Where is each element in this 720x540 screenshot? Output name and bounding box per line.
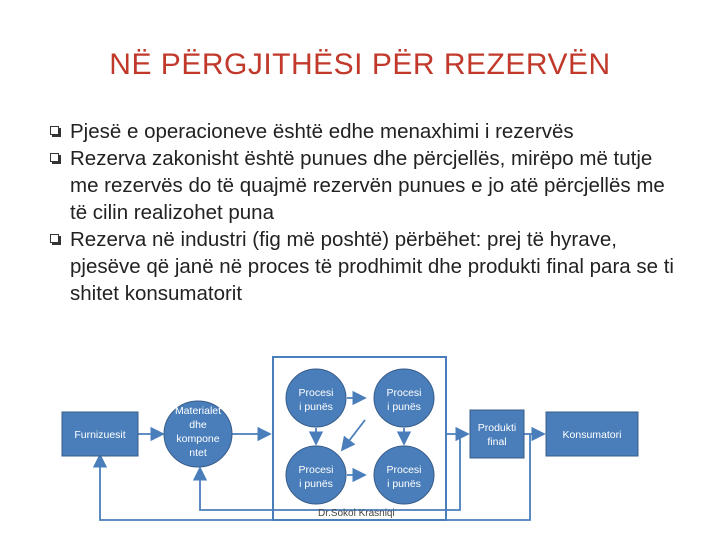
process-label-line: i punës (387, 478, 421, 490)
process-label-line: Procesi (386, 387, 422, 399)
final-product-node (470, 410, 524, 458)
consumer-label: Konsumatori (562, 429, 622, 441)
consumer-node (546, 412, 638, 456)
materials-label-line: ntet (189, 447, 207, 459)
final-product-label-line: final (487, 436, 507, 448)
process-label-line: i punës (299, 478, 333, 490)
bullet-text: Pjesë e operacioneve është edhe menaxhimi i rezervës (70, 120, 574, 143)
process-node (286, 446, 346, 504)
process-label-line: Procesi (298, 387, 334, 399)
materials-label-line: kompone (176, 433, 220, 445)
process-node (374, 369, 434, 427)
process-node (374, 446, 434, 504)
process-label-line: Procesi (386, 464, 422, 476)
bullet-text: Rezerva në industri (fig më poshtë) përbëhet: prej të hyrave, pjesëve që janë në proces të prodhimit dhe produkti final para se ti shitet konsumatorit (70, 228, 674, 305)
materials-label-line: Materialet (174, 405, 222, 417)
bullet-text: Rezerva zakonisht është punues dhe përcjellës, mirëpo më tutje me rezervës do të quajmë rezervën punues e jo atë përcjellës me të cilin realizohet puna (70, 147, 665, 224)
footer-author: Dr.Sokol Krasniqi (318, 508, 395, 519)
materials-label-line: dhe (189, 419, 207, 431)
slide-title: NË PËRGJITHËSI PËR REZERVËN (109, 48, 611, 81)
suppliers-label: Furnizuesit (74, 429, 126, 441)
final-product-label-line: Produkti (477, 422, 517, 434)
process-node (286, 369, 346, 427)
suppliers-node (62, 412, 138, 456)
materials-node (164, 401, 232, 467)
process-label-line: Procesi (298, 464, 334, 476)
process-label-line: i punës (299, 401, 333, 413)
process-label-line: i punës (387, 401, 421, 413)
